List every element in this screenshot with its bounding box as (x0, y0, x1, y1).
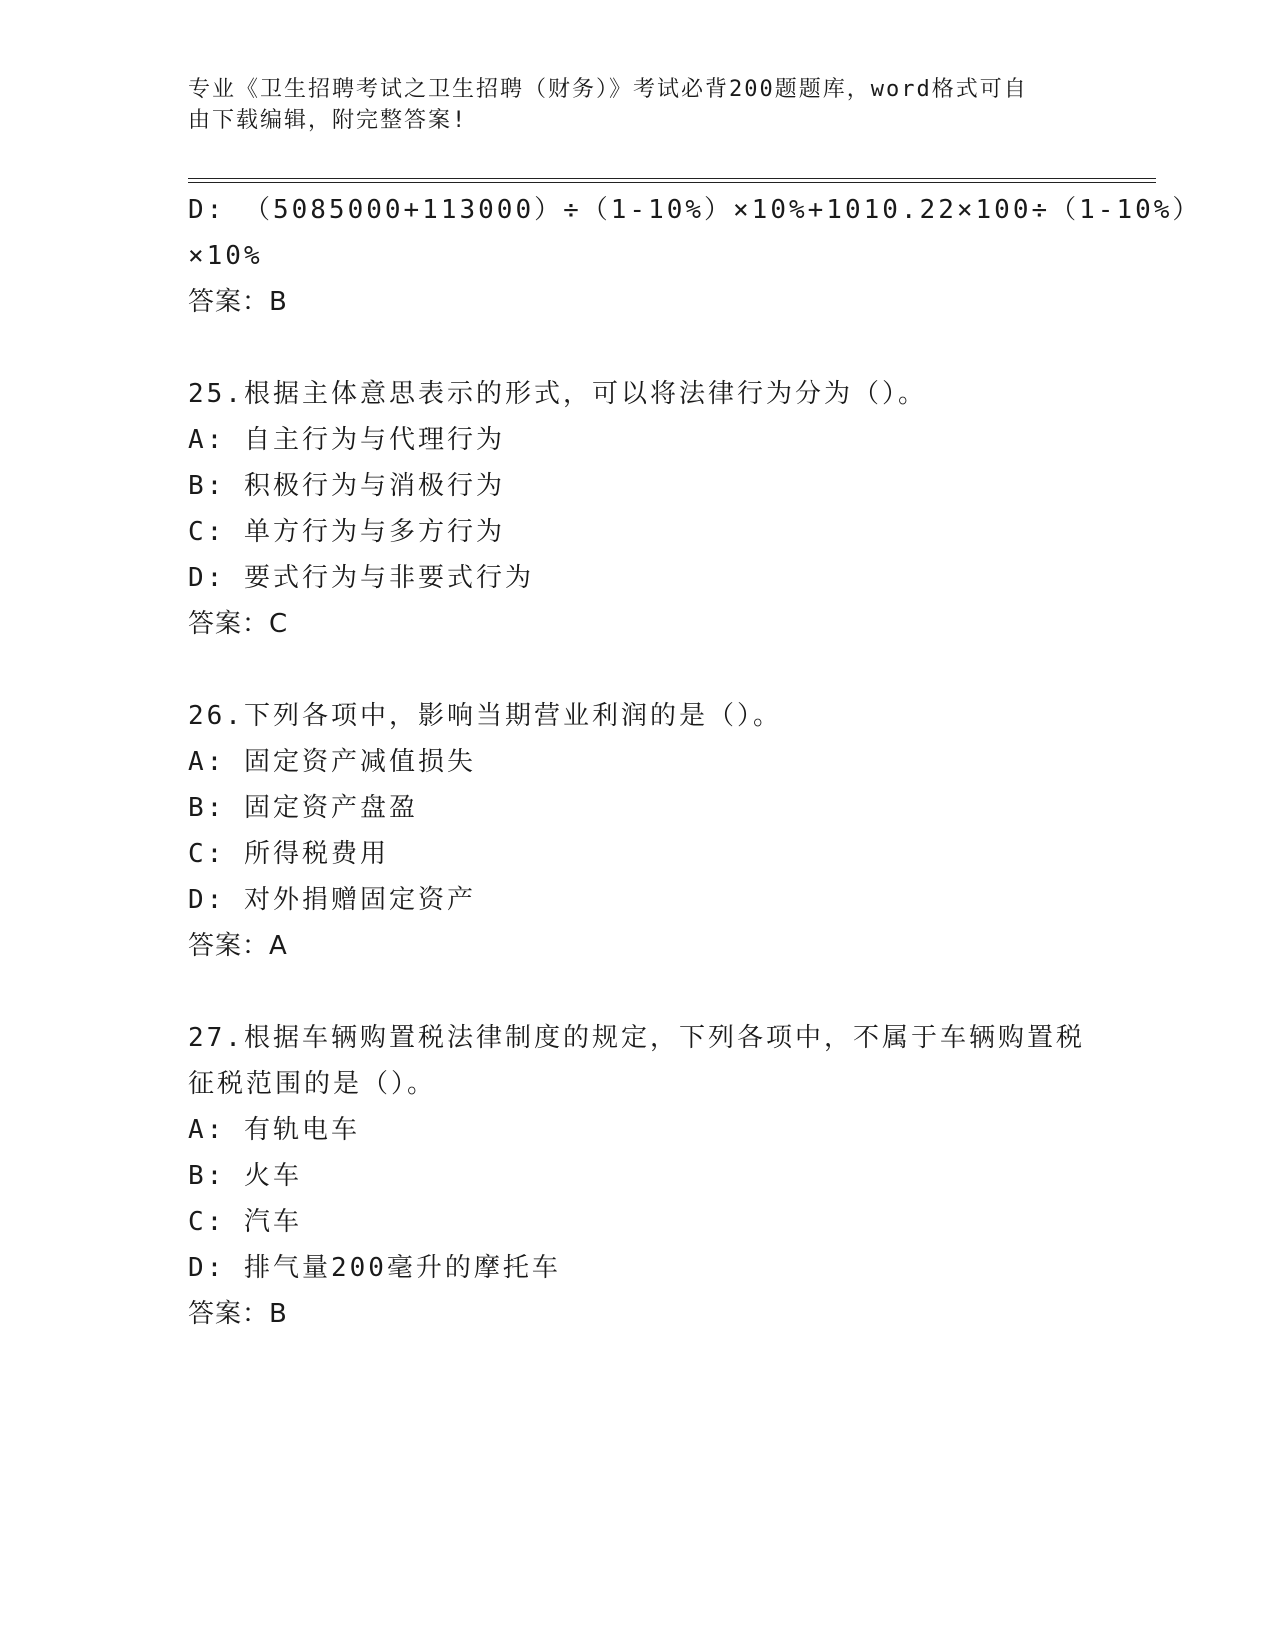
spacer (188, 969, 1088, 1015)
prev-answer: 答案：B (188, 287, 288, 317)
answer: 答案：A (188, 931, 288, 961)
question-25 (188, 371, 1088, 647)
header-line-1: 专业《卫生招聘考试之卫生招聘（财务）》考试必背200题题库，word格式可自 (188, 77, 1028, 102)
question-stem: 25.根据主体意思表示的形式，可以将法律行为分为（）。 (188, 379, 927, 409)
option-b: B: 火车 (188, 1161, 302, 1191)
prev-option-d-line-1: D: （5085000+113000）÷（1-10%）×10%+1010.22×100÷（1-10%） (188, 195, 1202, 225)
document-body (188, 187, 1202, 1337)
spacer (188, 647, 1088, 693)
answer: 答案：C (188, 609, 289, 639)
option-d: D: 对外捐赠固定资产 (188, 885, 476, 915)
option-c: C: 汽车 (188, 1207, 302, 1237)
option-c: C: 所得税费用 (188, 839, 389, 869)
header-line-2: 由下载编辑，附完整答案! (188, 108, 468, 133)
option-b: B: 积极行为与消极行为 (188, 471, 505, 501)
question-26 (188, 693, 1088, 969)
option-d: D: 排气量200毫升的摩托车 (188, 1253, 561, 1283)
option-d: D: 要式行为与非要式行为 (188, 563, 534, 593)
question-stem-line-1: 27.根据车辆购置税法律制度的规定，下列各项中，不属于车辆购置税 (188, 1023, 1085, 1053)
header-divider (188, 178, 1156, 183)
option-a: A: 有轨电车 (188, 1115, 360, 1145)
question-stem-line-2: 征税范围的是（）。 (188, 1069, 437, 1099)
option-c: C: 单方行为与多方行为 (188, 517, 505, 547)
prev-option-d-line-2: ×10% (188, 241, 263, 271)
option-a: A: 固定资产减值损失 (188, 747, 476, 777)
question-stem: 26.下列各项中，影响当期营业利润的是（）。 (188, 701, 782, 731)
option-a: A: 自主行为与代理行为 (188, 425, 505, 455)
spacer (188, 325, 1088, 371)
document-header (188, 74, 1068, 136)
option-b: B: 固定资产盘盈 (188, 793, 418, 823)
question-27 (188, 1015, 1088, 1337)
answer: 答案：B (188, 1299, 288, 1329)
